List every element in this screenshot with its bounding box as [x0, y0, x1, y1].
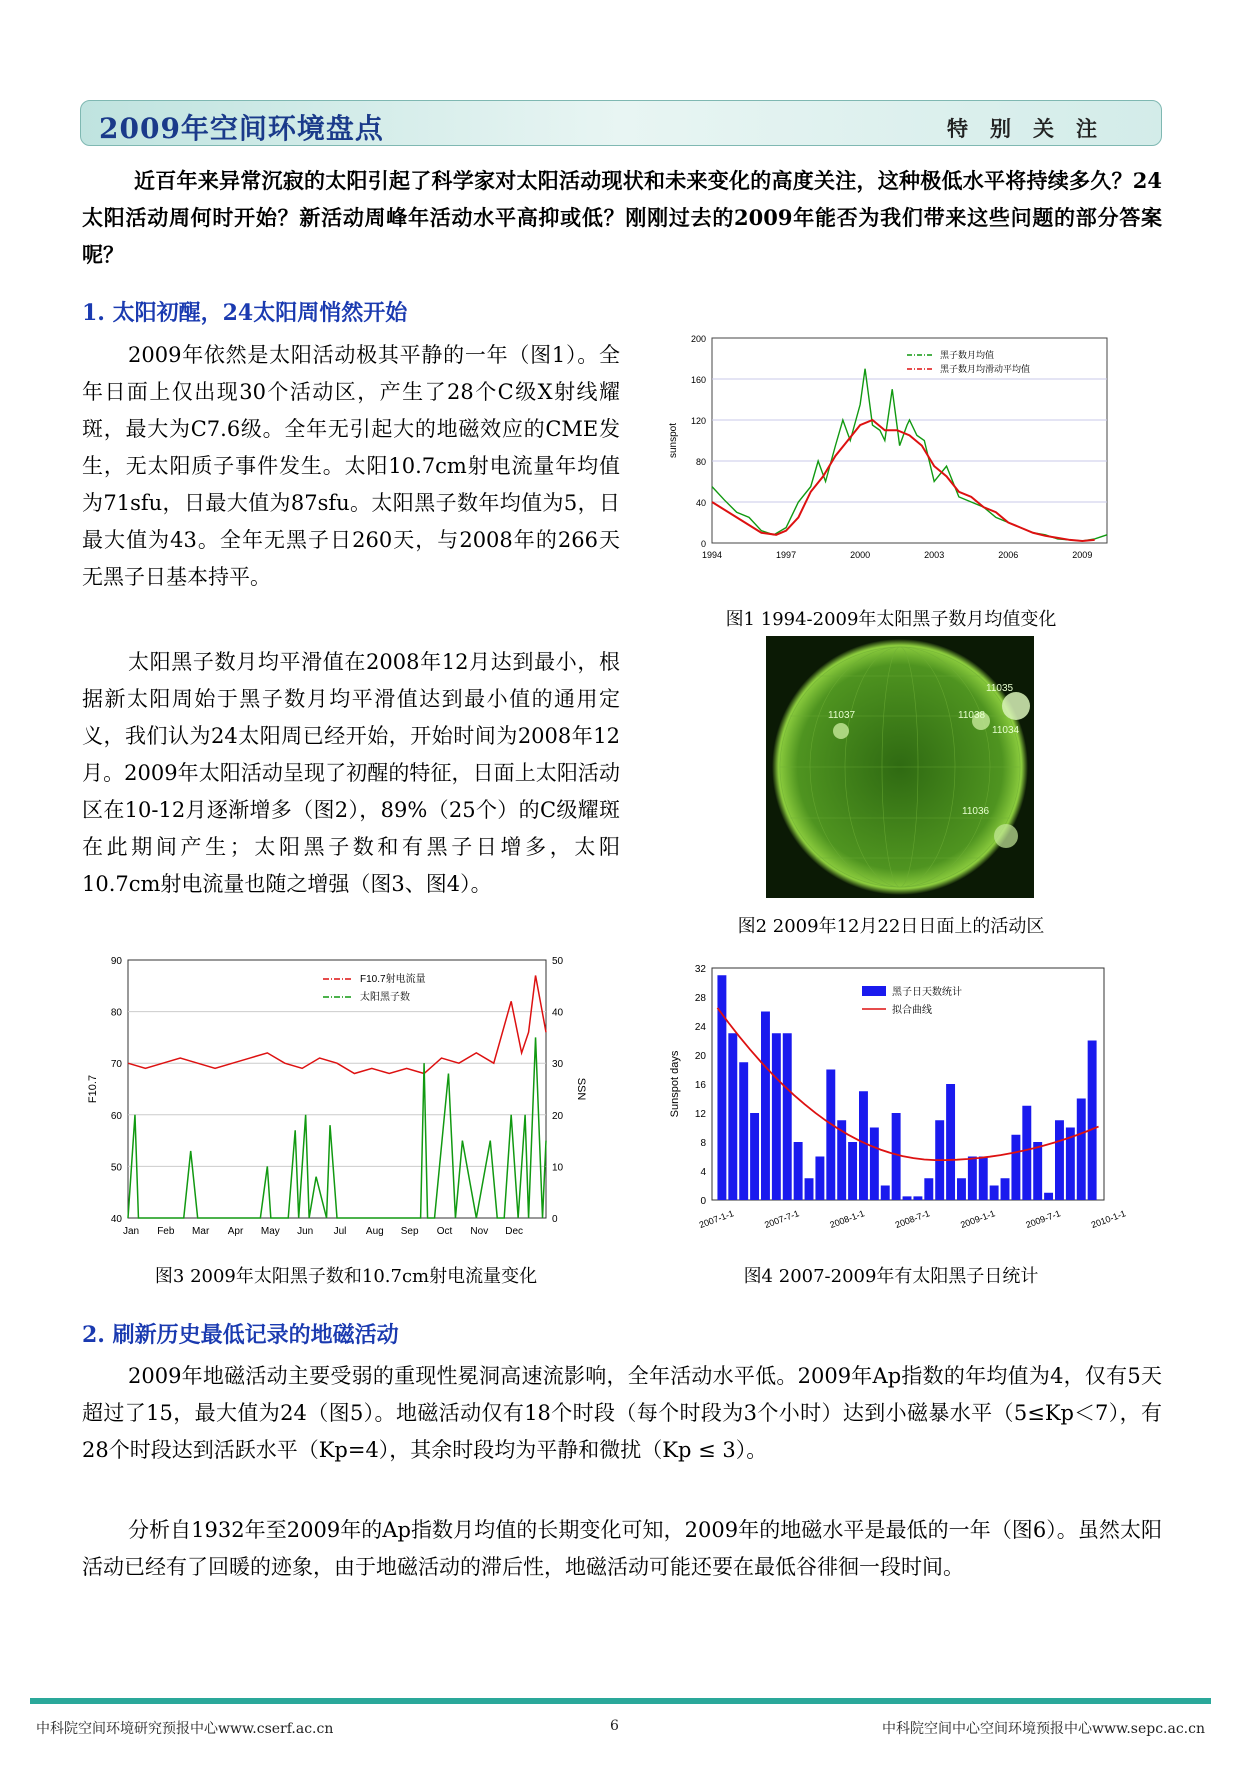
region-label: 11035 — [986, 683, 1014, 694]
plot-area — [712, 968, 1104, 1200]
x-tick-label: 2009-1-1 — [959, 1208, 997, 1231]
footer-left: 中科院空间环境研究预报中心www.cserf.ac.cn — [36, 1721, 334, 1737]
bar — [1044, 1193, 1053, 1200]
fig2-caption: 图2 2009年12月22日日面上的活动区 — [737, 916, 1045, 937]
y-tick-label: 20 — [694, 1051, 706, 1062]
page-number: 6 — [610, 1718, 619, 1734]
y2-tick-label: 30 — [552, 1059, 564, 1071]
bar — [826, 1070, 835, 1201]
y-tick-label: 40 — [110, 1214, 122, 1225]
x-tick-label: 2003 — [924, 550, 945, 560]
legend-label: 太阳黑子数 — [360, 992, 410, 1003]
bar — [859, 1091, 868, 1200]
y2-axis-label: SSN — [575, 1077, 587, 1101]
section-header-bar — [80, 100, 1162, 146]
y2-tick-label: 50 — [552, 956, 564, 967]
bar — [772, 1033, 781, 1200]
region-label: 11036 — [962, 806, 990, 817]
bar — [739, 1062, 748, 1200]
intro-paragraph: 近百年来异常沉寂的太阳引起了科学家对太阳活动现状和未来变化的高度关注，这种极低水平将持续多久？24太阳活动周何时开始？新活动周峰年活动水平高抑或低？刚刚过去的2009年能否为我们带来这些问题的部分答案呢？ — [82, 168, 1162, 267]
bar — [1001, 1178, 1010, 1200]
x-tick-label: 2007-7-1 — [763, 1208, 801, 1231]
y-tick-label: 40 — [695, 498, 706, 508]
fig3-chart — [82, 952, 610, 1252]
y-axis-label: sunspot — [668, 422, 679, 459]
y2-tick-label: 0 — [552, 1214, 558, 1225]
bar — [990, 1186, 999, 1201]
y-tick-label: 60 — [110, 1110, 122, 1122]
section1-para1: 2009年依然是太阳活动极其平静的一年（图1）。全年日面上仅出现30个活动区，产生了28个C级X射线耀斑，最大为C7.6级。全年无引起大的地磁效应的CME发生，无太阳质子事件发生。太阳10.7cm射电流量年均值为71sfu，日最大值为87sfu。太阳黑子数年均值为5，日最大值为43。全年无黑子日260天，与2008年的266天无黑子日基本持平。 — [82, 343, 620, 589]
y-axis-label: F10.7 — [87, 1074, 99, 1104]
fig3-caption: 图3 2009年太阳黑子数和10.7cm射电流量变化 — [154, 1266, 538, 1287]
y-tick-label: 80 — [110, 1007, 122, 1019]
bar — [1022, 1106, 1031, 1200]
region-label: 11034 — [992, 725, 1020, 736]
x-tick-label: 2010-1-1 — [1089, 1208, 1128, 1231]
bar — [815, 1157, 824, 1201]
fig2-solar-image — [766, 636, 1034, 898]
footer-divider — [30, 1698, 1211, 1704]
bar — [805, 1178, 814, 1200]
bar — [968, 1157, 977, 1201]
x-tick-label: 2006 — [998, 550, 1019, 560]
bar — [728, 1033, 737, 1200]
y-tick-label: 28 — [694, 993, 706, 1004]
bar — [1088, 1041, 1097, 1201]
bar — [761, 1012, 770, 1201]
fig4-caption: 图4 2007-2009年有太阳黑子日统计 — [743, 1266, 1039, 1287]
section1-heading: 1. 太阳初醒，24太阳周悄然开始 — [82, 300, 408, 326]
x-tick-label: Nov — [470, 1226, 489, 1237]
y-tick-label: 90 — [110, 956, 122, 967]
x-tick-label: Aug — [365, 1226, 384, 1237]
bar — [783, 1033, 792, 1200]
bar — [892, 1113, 901, 1200]
x-tick-label: May — [260, 1226, 280, 1237]
page-title: 2009年空间环境盘点 — [99, 112, 384, 145]
legend-label: 黑子数月均值 — [940, 350, 995, 360]
y-tick-label: 0 — [700, 1196, 706, 1207]
x-tick-label: 2008-7-1 — [893, 1208, 932, 1231]
y-tick-label: 0 — [700, 539, 706, 549]
y2-tick-label: 40 — [552, 1007, 564, 1019]
y-tick-label: 32 — [694, 964, 706, 975]
section2-para2: 分析自1932年至2009年的Ap指数月均值的长期变化可知，2009年的地磁水平是最低的一年（图6）。虽然太阳活动已经有了回暖的迹象，由于地磁活动的滞后性，地磁活动可能还要在最低谷徘徊一段时间。 — [82, 1518, 1162, 1579]
region-label: 11037 — [828, 710, 856, 721]
x-tick-label: 2000 — [850, 550, 871, 560]
bar — [1055, 1120, 1064, 1200]
bar — [913, 1196, 922, 1200]
y-tick-label: 160 — [690, 375, 706, 385]
footer-right: 中科院空间中心空间环境预报中心www.sepc.ac.cn — [882, 1721, 1205, 1737]
legend-label: F10.7射电流量 — [360, 974, 426, 985]
section2-heading: 2. 刷新历史最低记录的地磁活动 — [82, 1322, 399, 1348]
region-label: 11038 — [958, 710, 986, 721]
legend-swatch — [862, 986, 886, 996]
y-tick-label: 4 — [700, 1167, 706, 1178]
bar — [848, 1142, 857, 1200]
y-tick-label: 80 — [695, 457, 706, 467]
x-tick-label: Oct — [436, 1226, 453, 1237]
x-tick-label: 1997 — [776, 550, 797, 560]
legend-label: 黑子日天数统计 — [892, 987, 962, 998]
fig4-chart — [662, 962, 1128, 1252]
x-tick-label: Apr — [227, 1226, 244, 1237]
bar — [750, 1113, 759, 1200]
y-tick-label: 8 — [700, 1138, 706, 1149]
x-tick-label: Feb — [157, 1226, 175, 1237]
y2-tick-label: 20 — [552, 1110, 564, 1122]
x-tick-label: 2009-7-1 — [1024, 1208, 1062, 1231]
section2-para1: 2009年地磁活动主要受弱的重现性冕洞高速流影响，全年活动水平低。2009年Ap指数的年均值为4，仅有5天超过了15，最大值为24（图5）。地磁活动仅有18个时段（每个时段为3个小时）达到小磁暴水平（5≤Kp＜7），有28个时段达到活跃水平（Kp=4），其余时段均为平静和微扰（Kp ≤ 3）。 — [82, 1364, 1162, 1462]
x-tick-label: Jan — [122, 1226, 140, 1237]
x-tick-label: Sep — [400, 1226, 419, 1237]
y-tick-label: 70 — [110, 1059, 122, 1071]
x-tick-label: 2008-1-1 — [828, 1208, 866, 1231]
x-tick-label: 2007-1-1 — [697, 1208, 736, 1231]
bar — [946, 1084, 955, 1200]
x-tick-label: Jul — [333, 1226, 347, 1237]
x-tick-label: 1994 — [701, 550, 723, 560]
y-tick-label: 120 — [690, 416, 706, 426]
y-tick-label: 24 — [694, 1022, 706, 1033]
bar — [870, 1128, 879, 1201]
fig1-chart — [662, 330, 1120, 580]
bar — [1077, 1099, 1086, 1201]
legend-label: 黑子数月均滑动平均值 — [940, 364, 1031, 374]
x-tick-label: Jun — [297, 1226, 314, 1237]
y-axis-label: Sunspot days — [669, 1050, 681, 1118]
y-tick-label: 200 — [690, 334, 706, 344]
bar — [957, 1178, 966, 1200]
bar — [903, 1196, 912, 1200]
y-tick-label: 50 — [110, 1162, 122, 1174]
bar — [1033, 1142, 1042, 1200]
y-tick-label: 16 — [694, 1080, 706, 1091]
x-tick-label: 2009 — [1072, 550, 1093, 560]
legend-label: 拟合曲线 — [892, 1005, 932, 1016]
y-tick-label: 12 — [694, 1109, 706, 1120]
bar — [1011, 1135, 1020, 1200]
x-tick-label: Mar — [192, 1226, 210, 1237]
column-tag: 特别关注 — [947, 116, 1119, 141]
bar — [924, 1178, 933, 1200]
fig1-caption: 图1 1994-2009年太阳黑子数月均值变化 — [725, 609, 1057, 630]
bar — [881, 1186, 890, 1201]
section1-para2: 太阳黑子数月均平滑值在2008年12月达到最小，根据新太阳周始于黑子数月均平滑值达到最小值的通用定义，我们认为24太阳周已经开始，开始时间为2008年12月。2009年太阳活动呈现了初醒的特征，日面上太阳活动区在10-12月逐渐增多（图2），89%（25个）的C级耀斑在此期间产生；太阳黑子数和有黑子日增多，太阳10.7cm射电流量也随之增强（图3、图4）。 — [82, 650, 620, 896]
x-tick-label: Dec — [505, 1226, 524, 1237]
y2-tick-label: 10 — [552, 1162, 564, 1174]
bar — [794, 1142, 803, 1200]
bar — [979, 1157, 988, 1201]
sun-disk — [766, 636, 1034, 898]
